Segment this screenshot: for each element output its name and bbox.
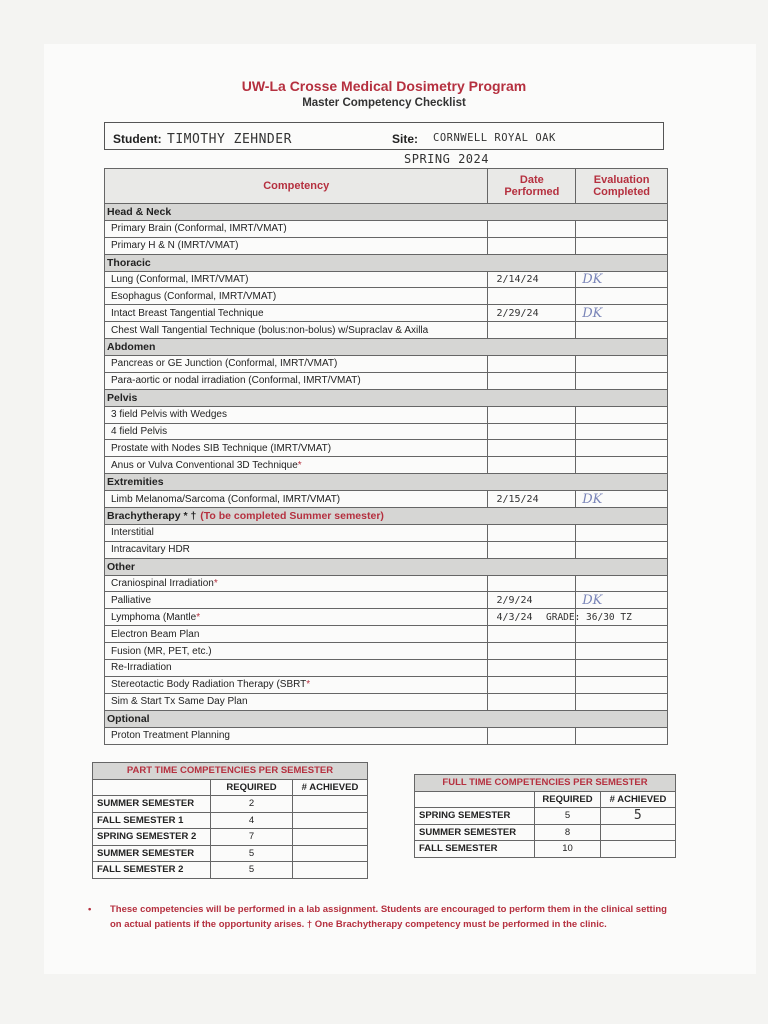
competency-label: Limb Melanoma/Sarcoma (Conformal, IMRT/VMAT) (105, 491, 488, 508)
evaluation-initials[interactable]: DK (576, 491, 668, 508)
competency-row (105, 541, 668, 558)
competency-label: Intact Breast Tangential Technique (105, 305, 488, 322)
semester-row (415, 824, 676, 841)
evaluation-initials[interactable] (576, 440, 668, 457)
date-performed[interactable]: 2/29/24 (488, 305, 576, 322)
competency-label: 4 field Pelvis (105, 423, 488, 440)
part-time-title: PART TIME COMPETENCIES PER SEMESTER (93, 763, 368, 780)
achieved-count[interactable] (293, 862, 368, 879)
competency-label: Electron Beam Plan (105, 626, 488, 643)
category-row (105, 339, 668, 356)
date-performed[interactable]: 2/14/24 (488, 271, 576, 288)
evaluation-initials[interactable] (576, 356, 668, 373)
competency-label: Esophagus (Conformal, IMRT/VMAT) (105, 288, 488, 305)
achieved-count[interactable] (293, 829, 368, 846)
student-label: Student: (113, 132, 162, 146)
achieved-count[interactable]: 5 (601, 808, 676, 825)
achieved-count[interactable] (601, 824, 676, 841)
evaluation-initials[interactable] (576, 423, 668, 440)
evaluation-initials[interactable] (576, 220, 668, 237)
achieved-count[interactable] (293, 796, 368, 813)
full-time-table (414, 774, 676, 858)
date-performed[interactable] (488, 237, 576, 254)
footnote-line-1: These competencies will be performed in a lab assignment. Students are encouraged to perform them in the clinical setting (110, 904, 667, 915)
semester-label: FALL SEMESTER (415, 841, 535, 858)
competency-label: Craniospinal Irradiation* (105, 575, 488, 592)
category-row (105, 558, 668, 575)
competency-row (105, 305, 668, 322)
date-performed[interactable] (488, 220, 576, 237)
semester-row (415, 841, 676, 858)
achieved-count[interactable] (601, 841, 676, 858)
competency-row (105, 524, 668, 541)
competency-row (105, 643, 668, 660)
part-time-table (92, 762, 368, 879)
category-label: Optional (107, 712, 150, 725)
required-count: 5 (535, 808, 601, 825)
semester-note: SPRING 2024 (404, 152, 489, 166)
competency-label: Prostate with Nodes SIB Technique (IMRT/VMAT) (105, 440, 488, 457)
date-performed[interactable] (488, 575, 576, 592)
competency-label: Sim & Start Tx Same Day Plan (105, 693, 488, 710)
evaluation-initials[interactable] (576, 457, 668, 474)
competency-label: Palliative (105, 592, 488, 609)
competency-label: Pancreas or GE Junction (Conformal, IMRT/VMAT) (105, 356, 488, 373)
competency-row (105, 457, 668, 474)
competency-label: Primary H & N (IMRT/VMAT) (105, 237, 488, 254)
competency-row (105, 440, 668, 457)
evaluation-initials[interactable] (576, 541, 668, 558)
competency-row (105, 406, 668, 423)
required-count: 2 (211, 796, 293, 813)
category-name (105, 558, 668, 575)
competency-header: Competency (105, 169, 488, 204)
date-performed[interactable]: 2/9/24 (488, 592, 576, 609)
category-name (105, 204, 668, 221)
date-performed[interactable]: 4/3/24 (488, 609, 576, 626)
semester-row (93, 829, 368, 846)
competency-row (105, 693, 668, 710)
category-label: Thoracic (107, 256, 151, 269)
date-performed[interactable]: 2/15/24 (488, 491, 576, 508)
evaluation-initials[interactable] (576, 727, 668, 744)
date-performed[interactable] (488, 660, 576, 677)
date-performed[interactable] (488, 406, 576, 423)
pt-required-header: REQUIRED (211, 779, 293, 796)
footnote-line-2: on actual patients if the opportunity arises. † One Brachytherapy competency must be performed in the clinic. (110, 919, 607, 930)
competency-row (105, 322, 668, 339)
competency-label: Re-Irradiation (105, 660, 488, 677)
semester-label: SUMMER SEMESTER (93, 845, 211, 862)
category-row (105, 389, 668, 406)
date-performed[interactable] (488, 322, 576, 339)
grade-note: GRADE: 36/30 TZ (546, 611, 632, 623)
competency-row (105, 660, 668, 677)
category-name (105, 254, 668, 271)
achieved-count[interactable] (293, 812, 368, 829)
program-title: UW-La Crosse Medical Dosimetry Program (241, 78, 527, 94)
evaluation-initials[interactable] (576, 406, 668, 423)
competency-label: Primary Brain (Conformal, IMRT/VMAT) (105, 220, 488, 237)
evaluation-initials[interactable]: DK (576, 271, 668, 288)
required-count: 8 (535, 824, 601, 841)
competency-label: Lymphoma (Mantle* (105, 609, 488, 626)
date-performed[interactable] (488, 356, 576, 373)
competency-row (105, 271, 668, 288)
date-performed[interactable] (488, 541, 576, 558)
category-name (105, 710, 668, 727)
evaluation-initials[interactable] (576, 693, 668, 710)
semester-row (415, 808, 676, 825)
category-row (105, 254, 668, 271)
semester-label: FALL SEMESTER 2 (93, 862, 211, 879)
category-label: Other (107, 560, 136, 573)
evaluation-initials[interactable] (576, 322, 668, 339)
category-row (105, 508, 668, 525)
date-performed[interactable] (488, 423, 576, 440)
competency-row (105, 727, 668, 744)
competency-label: Para-aortic or nodal irradiation (Conformal, IMRT/VMAT) (105, 372, 488, 389)
date-performed[interactable] (488, 288, 576, 305)
evaluation-initials[interactable]: DK (576, 592, 668, 609)
date-performed[interactable] (488, 643, 576, 660)
competency-label: Chest Wall Tangential Technique (bolus:non-bolus) w/Supraclav & Axilla (105, 322, 488, 339)
semester-label: SUMMER SEMESTER (93, 796, 211, 813)
category-row (105, 204, 668, 221)
category-label: Abdomen (107, 341, 156, 354)
competency-row (105, 237, 668, 254)
full-time-title: FULL TIME COMPETENCIES PER SEMESTER (415, 775, 676, 792)
evaluation-initials[interactable] (576, 660, 668, 677)
competency-row (105, 372, 668, 389)
category-name (105, 389, 668, 406)
category-label: Head & Neck (107, 205, 172, 218)
semester-label: SUMMER SEMESTER (415, 824, 535, 841)
competency-row (105, 575, 668, 592)
category-row (105, 710, 668, 727)
date-performed[interactable] (488, 457, 576, 474)
category-label: Pelvis (107, 391, 138, 404)
date-performed[interactable] (488, 524, 576, 541)
competency-label: 3 field Pelvis with Wedges (105, 406, 488, 423)
evaluation-initials[interactable] (576, 237, 668, 254)
competency-row (105, 288, 668, 305)
ft-achieved-header: # ACHIEVED (601, 791, 676, 808)
ft-required-header: REQUIRED (535, 791, 601, 808)
pt-achieved-header: # ACHIEVED (293, 779, 368, 796)
required-count: 10 (535, 841, 601, 858)
semester-label: SPRING SEMESTER (415, 808, 535, 825)
evaluation-initials[interactable] (576, 676, 668, 693)
competency-row (105, 676, 668, 693)
site-name: CORNWELL ROYAL OAK (433, 132, 556, 144)
date-performed[interactable] (488, 440, 576, 457)
required-count: 5 (211, 862, 293, 879)
category-label: Extremities (107, 476, 164, 489)
competency-label: Interstitial (105, 524, 488, 541)
category-name (105, 508, 668, 525)
evaluation-initials[interactable] (576, 524, 668, 541)
category-row (105, 474, 668, 491)
evaluation-initials[interactable] (576, 643, 668, 660)
date-performed[interactable] (488, 372, 576, 389)
competency-label: Anus or Vulva Conventional 3D Technique* (105, 457, 488, 474)
category-note: (To be completed Summer semester) (200, 509, 384, 522)
footnote (88, 902, 692, 932)
date-performed[interactable] (488, 626, 576, 643)
site-label: Site: (392, 132, 419, 146)
evaluation-initials[interactable] (576, 372, 668, 389)
evaluation-initials[interactable]: DK (576, 305, 668, 322)
competency-label: Proton Treatment Planning (105, 727, 488, 744)
date-performed[interactable] (488, 727, 576, 744)
category-name (105, 339, 668, 356)
competency-row (105, 423, 668, 440)
student-name: TIMOTHY ZEHNDER (167, 132, 292, 147)
date-header: Date Performed (488, 169, 576, 204)
pt-blank-header (93, 779, 211, 796)
competency-row (105, 220, 668, 237)
required-count: 5 (211, 845, 293, 862)
semester-label: SPRING SEMESTER 2 (93, 829, 211, 846)
competency-row (105, 356, 668, 373)
semester-row (93, 796, 368, 813)
evaluation-initials[interactable] (576, 288, 668, 305)
ft-blank-header (415, 791, 535, 808)
required-count: 4 (211, 812, 293, 829)
footnote-bullet: • (88, 904, 92, 915)
competency-label: Fusion (MR, PET, etc.) (105, 643, 488, 660)
semester-row (93, 812, 368, 829)
competency-row (105, 491, 668, 508)
evaluation-initials[interactable] (576, 575, 668, 592)
competency-label: Intracavitary HDR (105, 541, 488, 558)
competency-table (104, 168, 668, 745)
required-count: 7 (211, 829, 293, 846)
competency-label: Stereotactic Body Radiation Therapy (SBRT* (105, 676, 488, 693)
category-label: Brachytherapy * † (107, 509, 197, 522)
competency-row (105, 592, 668, 609)
date-performed[interactable] (488, 693, 576, 710)
date-performed[interactable] (488, 676, 576, 693)
student-info-box (104, 122, 664, 150)
semester-row (93, 845, 368, 862)
evaluation-header: Evaluation Completed (576, 169, 668, 204)
semester-label: FALL SEMESTER 1 (93, 812, 211, 829)
competency-label: Lung (Conformal, IMRT/VMAT) (105, 271, 488, 288)
category-name (105, 474, 668, 491)
semester-row (93, 862, 368, 879)
evaluation-initials[interactable] (576, 626, 668, 643)
checklist-subtitle: Master Competency Checklist (302, 97, 466, 109)
competency-row (105, 626, 668, 643)
achieved-count[interactable] (293, 845, 368, 862)
